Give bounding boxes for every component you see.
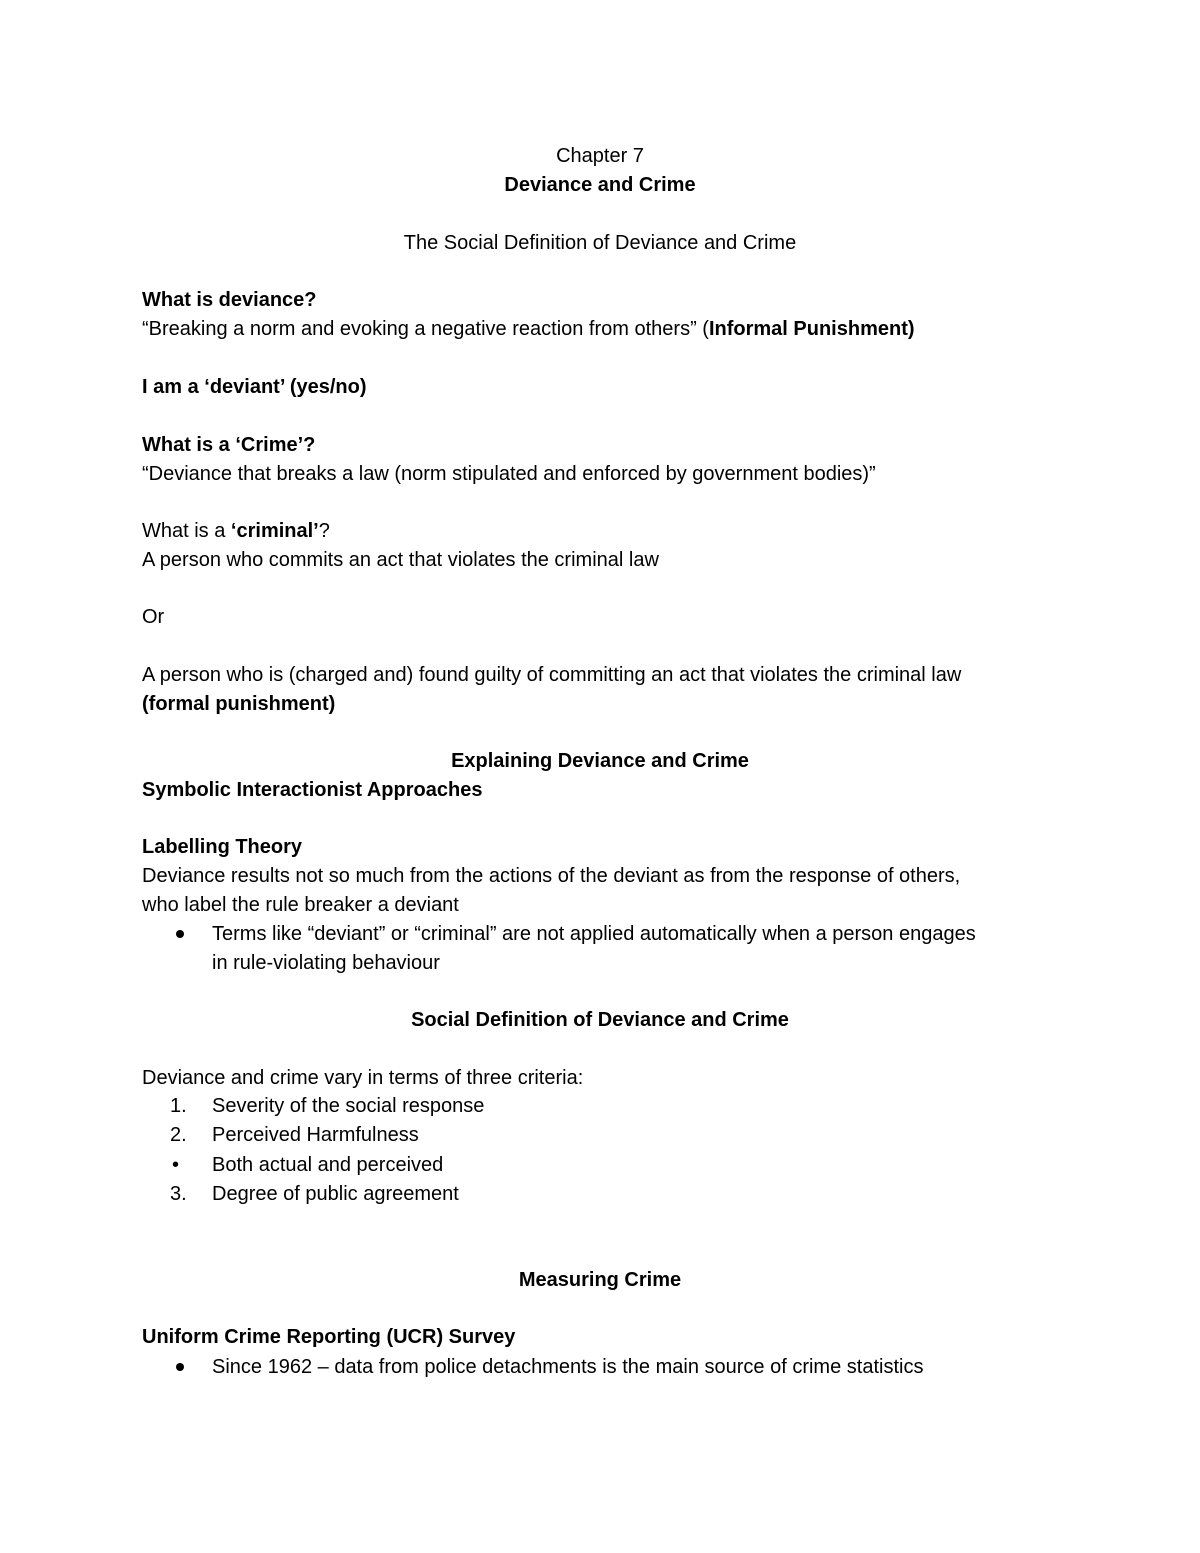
informal-punishment: Informal Punishment) [708,318,915,340]
labelling-text-line-1: Deviance results not so much from the actions of the deviant as from the response of others, [142,865,961,887]
section-title-social-definition-bold: Social Definition of Deviance and Crime [411,1009,789,1031]
chapter-title: Deviance and Crime [504,174,696,196]
labelling-text-line-2: who label the rule breaker a deviant [142,894,459,916]
deviance-definition [142,317,915,341]
criminal-definition-2: A person who is (charged and) found guilty of committing an act that violates the criminal law [142,664,962,686]
deviance-definition-text: “Breaking a norm and evoking a negative reaction from others” ( [142,318,709,340]
section-title-measuring-crime: Measuring Crime [518,1269,682,1291]
bullet-icon [176,930,184,938]
heading-ucr-survey: Uniform Crime Reporting (UCR) Survey [142,1326,516,1348]
question-criminal [142,519,330,543]
list-marker: 2. [170,1124,187,1146]
crime-definition: “Deviance that breaks a law (norm stipulated and enforced by government bodies)” [142,463,876,485]
question-criminal-suffix: ? [318,520,330,542]
or-text: Or [142,606,165,628]
criteria-item: Perceived Harmfulness [212,1124,419,1146]
ucr-bullet-text: Since 1962 – data from police detachments is the main source of crime statistics [212,1356,924,1378]
list-marker: 1. [170,1095,187,1117]
section-title-social-definition: The Social Definition of Deviance and Crime [403,232,797,254]
question-criminal-prefix: What is a [142,520,231,542]
chapter-number: Chapter 7 [556,145,644,167]
criminal-term: ‘criminal’ [230,520,319,542]
formal-punishment: (formal punishment) [142,693,336,715]
question-deviance: What is deviance? [142,289,317,311]
criteria-item: Severity of the social response [212,1095,485,1117]
subheading-symbolic-interactionist: Symbolic Interactionist Approaches [142,779,483,801]
labelling-bullet-line-1: Terms like “deviant” or “criminal” are not applied automatically when a person engages [212,923,976,945]
criminal-definition-1: A person who commits an act that violates the criminal law [142,549,659,571]
heading-labelling-theory: Labelling Theory [142,836,303,858]
labelling-bullet-line-2: in rule-violating behaviour [212,952,440,974]
question-crime: What is a ‘Crime’? [142,434,316,456]
criteria-item: Degree of public agreement [212,1183,459,1205]
bullet-icon [176,1363,184,1371]
bullet-icon: • [172,1154,180,1176]
criteria-item: Both actual and perceived [212,1154,444,1176]
list-marker: 3. [170,1183,187,1205]
criteria-intro: Deviance and crime vary in terms of three criteria: [142,1067,584,1089]
section-title-explaining: Explaining Deviance and Crime [451,750,749,772]
deviant-question: I am a ‘deviant’ (yes/no) [142,376,367,398]
